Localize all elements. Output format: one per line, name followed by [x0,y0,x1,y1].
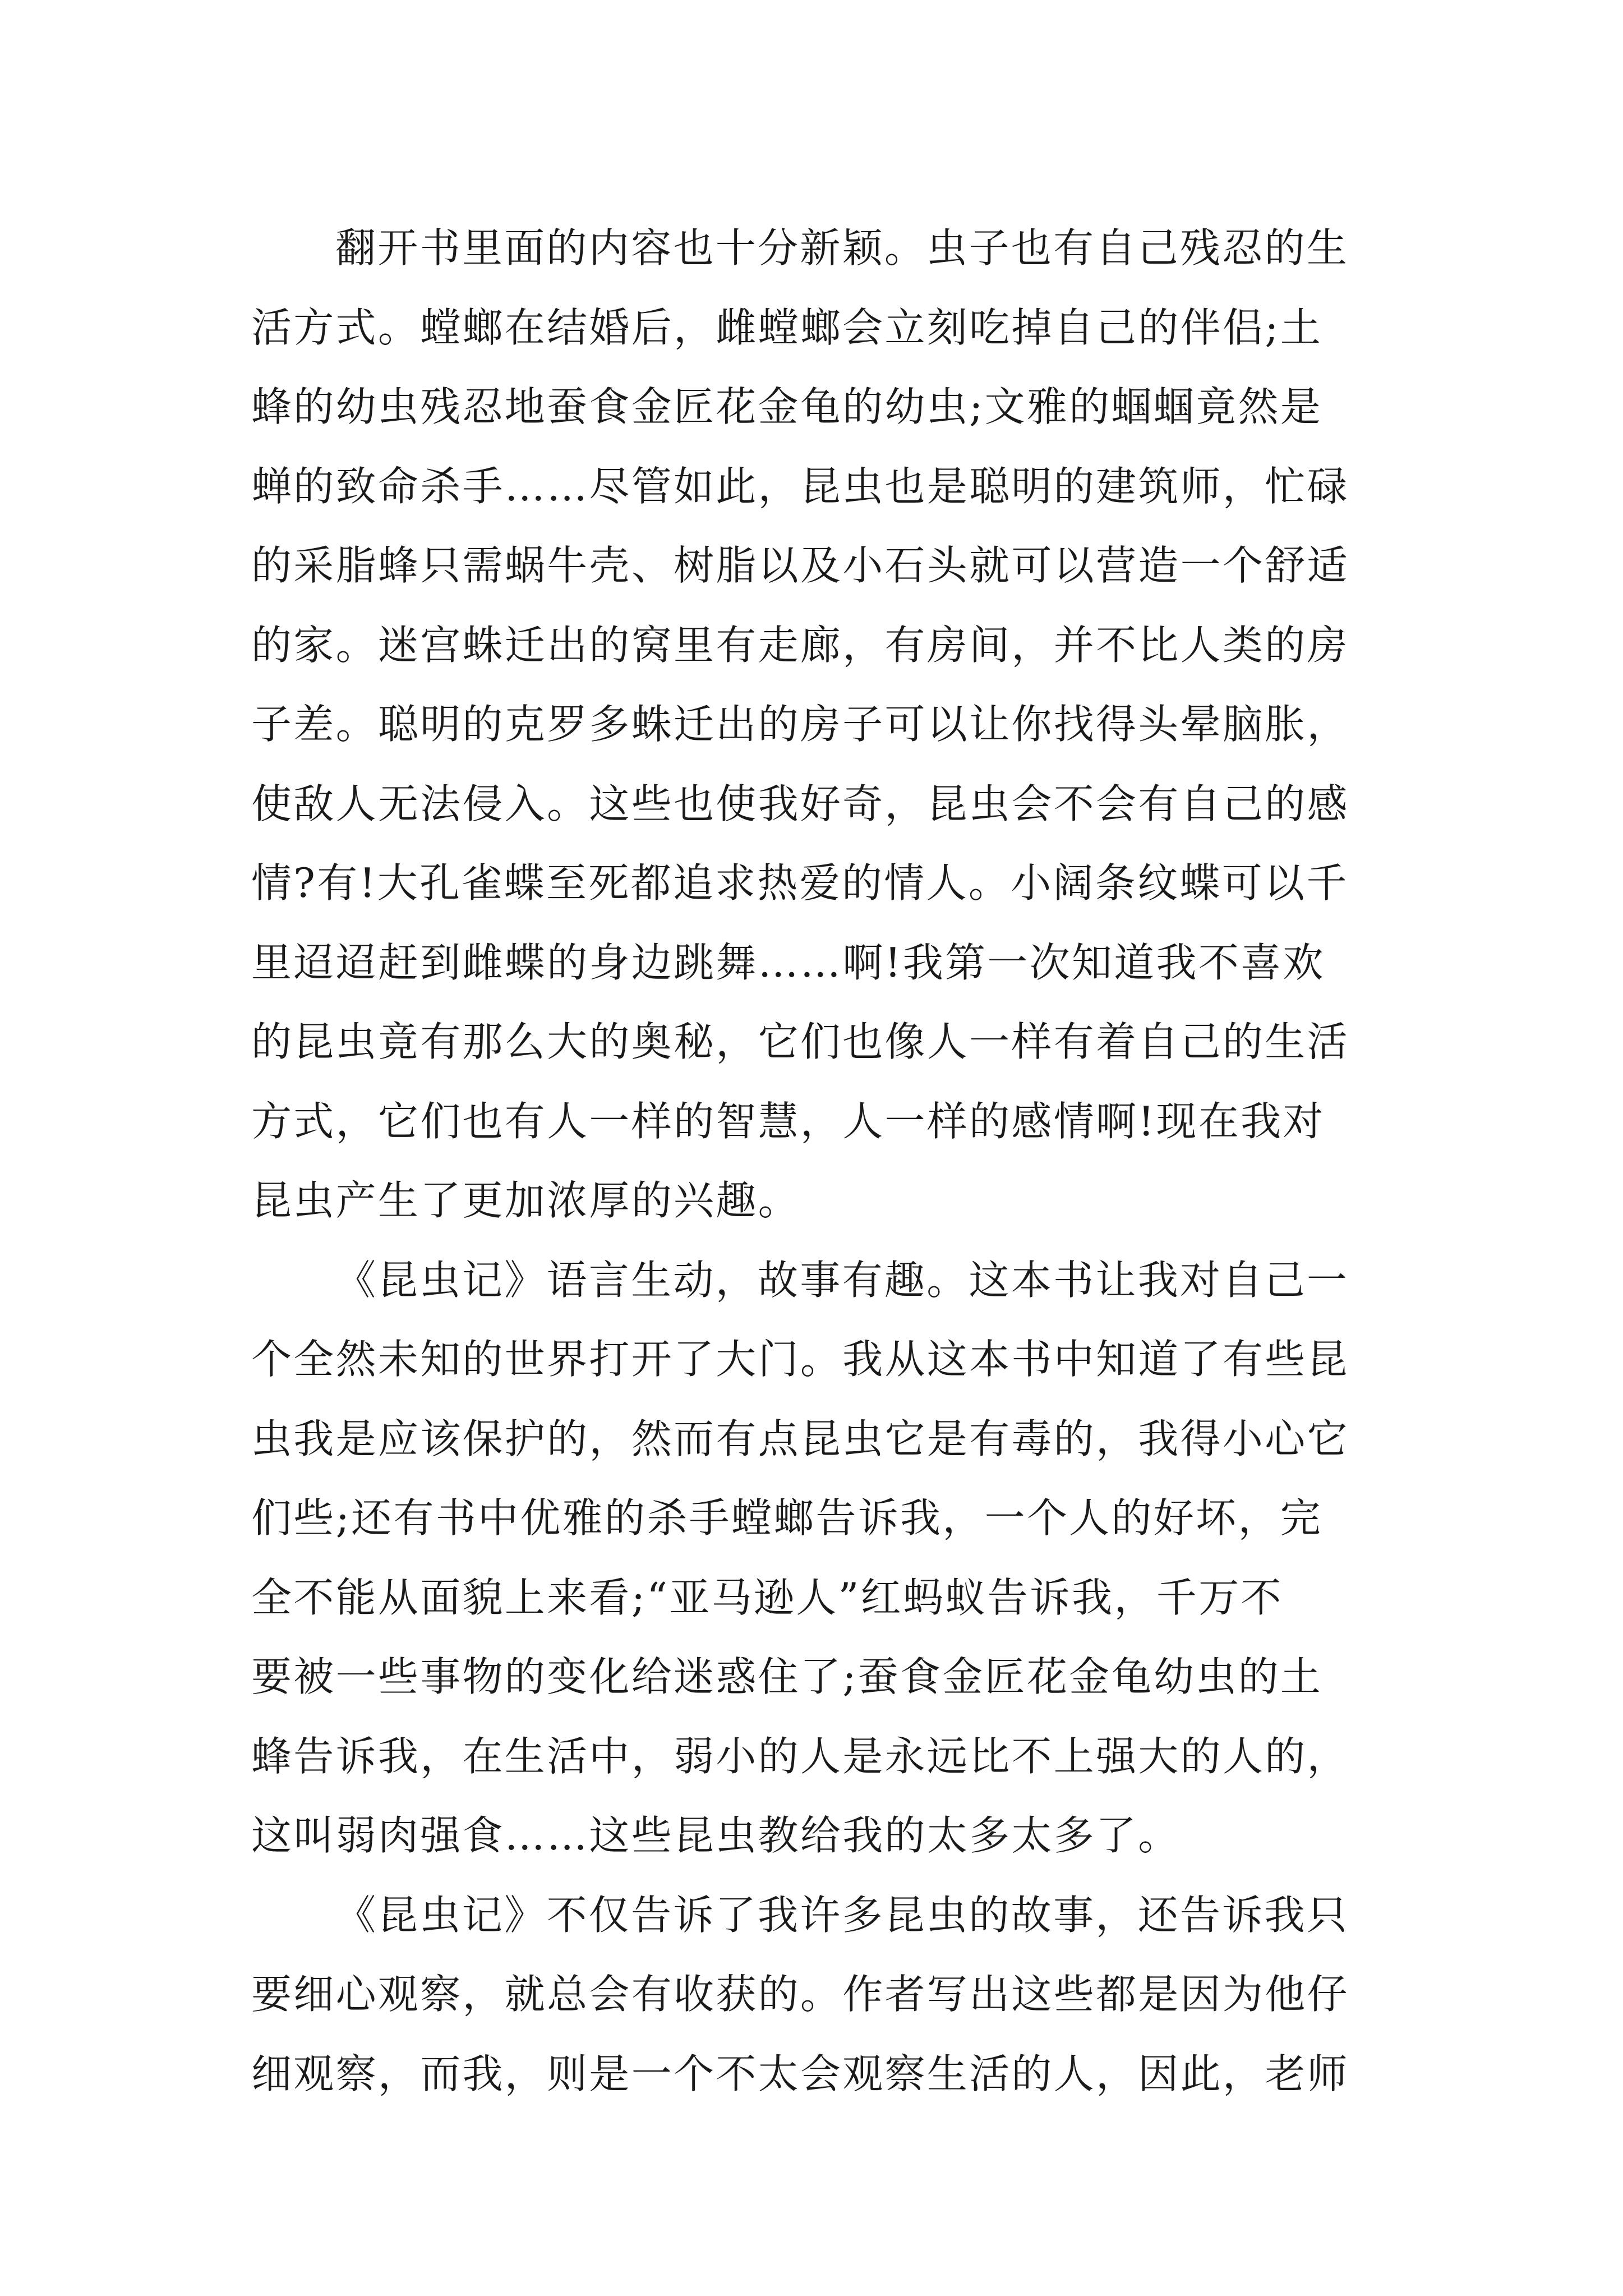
text-line: 《昆虫记》不仅告诉了我许多昆虫的故事，还告诉我只 [335,1891,1349,1939]
text-line: 要被一些事物的变化给迷惑住了;蚕食金匠花金龟幼虫的土 [251,1653,1323,1700]
text-line: 这叫弱肉强食……这些昆虫教给我的太多太多了。 [251,1812,1181,1859]
text-line: 《昆虫记》语言生动，故事有趣。这本书让我对自己一 [335,1256,1349,1304]
text-line: 细观察，而我，则是一个不太会观察生活的人，因此，老师 [251,2050,1349,2097]
text-line: 的采脂蜂只需蜗牛壳、树脂以及小石头就可以营造一个舒适 [251,542,1349,589]
text-line: 虫我是应该保护的，然而有点昆虫它是有毒的，我得小心它 [251,1415,1349,1462]
text-line: 们些;还有书中优雅的杀手螳螂告诉我，一个人的好坏，完 [251,1494,1323,1542]
text-line: 蝉的致命杀手……尽管如此，昆虫也是聪明的建筑师，忙碌 [251,462,1349,510]
text-line: 要细心观察，就总会有收获的。作者写出这些都是因为他仔 [251,1971,1349,2018]
text-line: 子差。聪明的克罗多蛛迁出的房子可以让你找得头晕脑胀， [251,701,1349,748]
text-line: 活方式。螳螂在结婚后，雌螳螂会立刻吃掉自己的伴侣;土 [251,303,1323,351]
text-line: 翻开书里面的内容也十分新颖。虫子也有自己残忍的生 [335,224,1349,272]
text-line: 昆虫产生了更加浓厚的兴趣。 [251,1177,800,1224]
text-line: 里迢迢赶到雌蝶的身边跳舞……啊!我第一次知道我不喜欢 [251,938,1325,986]
text-line: 方式，它们也有人一样的智慧，人一样的感情啊!现在我对 [251,1097,1325,1145]
text-line: 蜂的幼虫残忍地蚕食金匠花金龟的幼虫;文雅的蝈蝈竟然是 [251,383,1323,430]
text-line: 个全然未知的世界打开了大门。我从这本书中知道了有些昆 [251,1336,1349,1383]
text-line: 情?有!大孔雀蝶至死都追求热爱的情人。小阔条纹蝶可以千 [251,859,1349,907]
text-line: 全不能从面貌上来看;“亚马逊人”红蚂蚁告诉我，千万不 [251,1573,1283,1621]
text-column [251,209,1395,2114]
text-line: 的家。迷宫蛛迁出的窝里有走廊，有房间，并不比人类的房 [251,621,1349,669]
text-line: 蜂告诉我，在生活中，弱小的人是永远比不上强大的人的， [251,1732,1349,1780]
text-line: 使敌人无法侵入。这些也使我好奇，昆虫会不会有自己的感 [251,780,1349,827]
text-line: 的昆虫竟有那么大的奥秘，它们也像人一样有着自己的生活 [251,1018,1349,1065]
